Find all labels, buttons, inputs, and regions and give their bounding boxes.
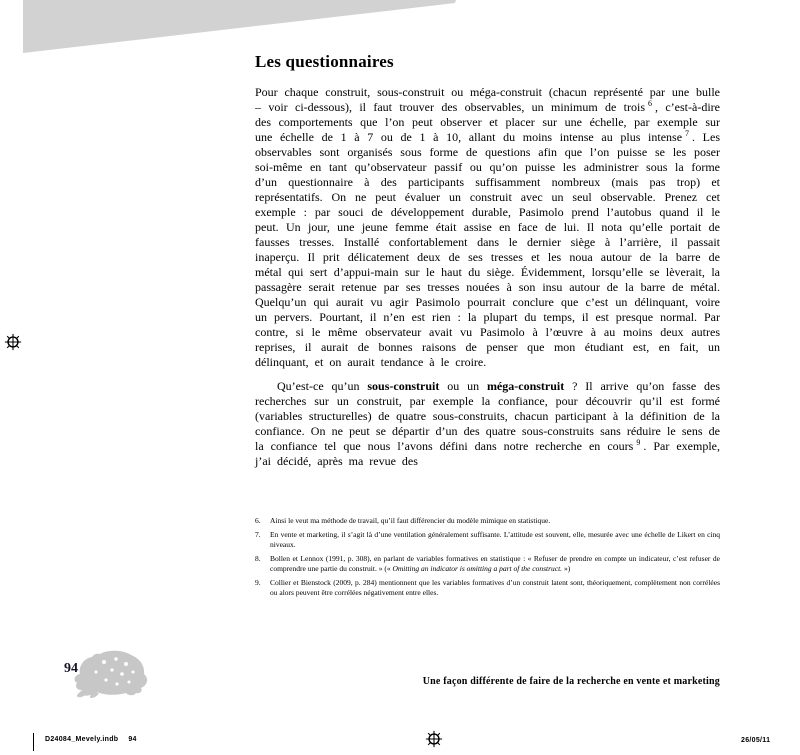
running-footer-title: Une façon différente de faire de la recherche en vente et marketing xyxy=(422,676,720,687)
paragraph-text: Pour chaque construit, sous-construit ou méga-construit (chacun représenté par une bulle – voir ci-dessous), il faut trouver des observables, un minimum de trois xyxy=(255,85,720,114)
indesign-file-label xyxy=(45,736,137,743)
footnote-number: 6. xyxy=(255,516,261,525)
paragraph-observables xyxy=(255,85,720,370)
paragraph-text: . Les observables sont organisés sous forme de questions afin que l’on puisse se les poser soi-même en tant qu’observateur passif ou qu’on puisse les administrer sous la forme d’un questionnaire à des participants suffisamment nombreux (mais pas trop) et représentatifs. On ne peut évaluer un construit avec un seul observable. Prenez cet exemple : par souci de développement durable, Pasimolo prend l’autobus quand il le peut. Un jour, une jeune femme était assise en face de lui. Il nota qu’elle portait de fausses tresses. Installé confortablement dans le dernier siège à l’arrière, il passait inaperçu. Il prit délicatement deux de ses tresses et les noua autour de la barre de métal qui sert d’appui-main sur le haut du siège. Évidemment, lorsqu’elle se lèverait, la passagère serait retenue par ses tresses nouées à son insu autour de la barre de métal. Quelqu’un qui aurait vu agir Pasimolo pourrait conclure que c’est un délinquant, voire un pervers. Pourtant, il n’en est rien : la plupart du temps, il est presque normal. Par contre, si le même observateur avait vu Pasimolo à l’œuvre à au moins deux autres reprises, il aurait de bonnes raisons de penser que mon étudiant est, en fait, un délinquant, et on aurait tendance à le croire. xyxy=(255,130,721,369)
footnote-ref-6: 6 xyxy=(648,99,653,108)
footnote-number: 8. xyxy=(255,553,261,563)
page-text-column xyxy=(255,52,720,469)
footnotes-block xyxy=(255,516,720,602)
footnote-text-fr: Bollen et Lennox (1991, p. 308), en parlant de variables formatives en statistique : « Refuser de prendre en compte un indicateur, c’est refuser de comprendre une partie du construit. » (« xyxy=(270,553,720,573)
footnote-text: Ainsi le veut ma méthode de travail, qu’il faut différencier du modèle mimique en statistique. xyxy=(270,516,551,525)
page-title: Les questionnaires xyxy=(255,52,394,71)
print-date: 26/05/11 xyxy=(741,737,771,744)
footnote-text-english-italic: Omitting an indicator is omitting a part of the construct. xyxy=(392,564,563,573)
footnote-9 xyxy=(255,578,720,599)
file-name: D24084_Mevely.indb xyxy=(45,736,119,743)
paragraph-text: . Par exemple, j’ai décidé, après ma revue des xyxy=(255,439,720,468)
paragraph-text: Qu’est-ce qu’un xyxy=(277,379,368,393)
paragraph-sous-construit xyxy=(255,379,720,469)
crop-tick-line xyxy=(33,733,34,751)
paragraph-text: ou un xyxy=(439,379,487,393)
bold-term-mega-construit: méga-construit xyxy=(486,379,565,393)
footnote-number: 7. xyxy=(255,529,261,539)
footnote-7 xyxy=(255,530,720,551)
footnote-text: Collier et Bienstock (2009, p. 284) mentionnent que les variables formatives d’un construit latent sont, théoriquement, complètement non corrélées ou alors peuvent être corrélées négativement entre elles. xyxy=(270,577,720,597)
footnote-8 xyxy=(255,554,720,575)
paragraph-text: ? Il arrive qu’on fasse des recherches sur un construit, par exemple la confiance, pour découvrir qu’il est formé (variables structurelles) de quatre sous-construits, chacun participant à la définition de la confiance. On ne peut se départir d’un des quatre sous-construits sans réduire le sens de la confiance tel que nous l’avons défini dans notre recherche en cours xyxy=(255,379,721,453)
footnote-text-close: ») xyxy=(562,564,571,573)
gray-wedge-decoration xyxy=(0,0,470,56)
paragraph-text: , c’est-à-dire des comportements que l’on peut observer et placer sur une échelle, par exemple sur une échelle de 1 à 7 ou de 1 à 10, allant du moins intense au plus intense xyxy=(255,100,720,144)
footnote-text xyxy=(270,554,720,575)
frog-illustration-icon xyxy=(70,650,154,698)
footnote-6 xyxy=(255,516,720,527)
footnote-ref-7: 7 xyxy=(685,129,690,138)
file-page-number: 94 xyxy=(128,736,137,743)
footnote-text: En vente et marketing, il s’agit là d’une ventilation généralement suffisante. L’attitude est souvent, elle, mesurée avec une échelle de Likert en cinq niveaux. xyxy=(270,529,720,549)
footnote-number: 9. xyxy=(255,577,261,587)
footnote-ref-9: 9 xyxy=(636,438,641,447)
bold-term-sous-construit: sous-construit xyxy=(367,379,440,393)
page-number: 94 xyxy=(64,661,78,676)
registration-mark-icon xyxy=(425,730,443,748)
registration-mark-icon xyxy=(4,333,22,351)
